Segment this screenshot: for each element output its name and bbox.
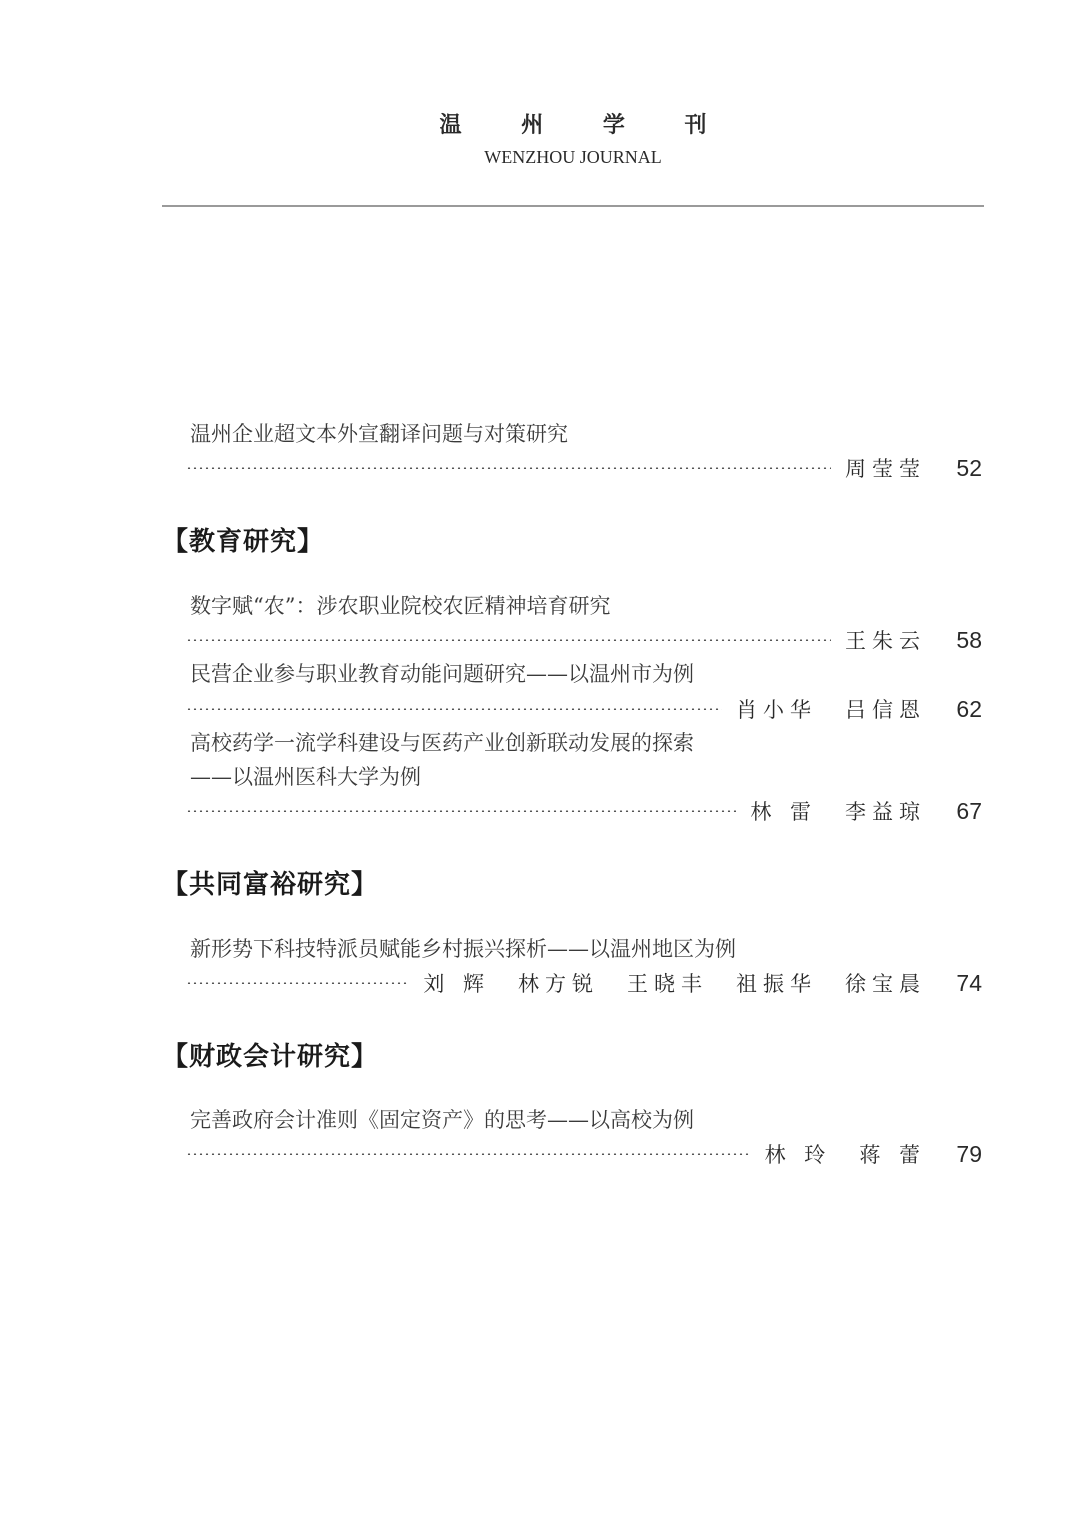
- entry-line: [186, 624, 982, 656]
- entry-line: [186, 452, 982, 484]
- dot-leader: [186, 467, 831, 469]
- entry-title[interactable]: 温州企业超文本外宣翻译问题与对策研究: [190, 422, 568, 446]
- entry-authors: [845, 453, 926, 483]
- author-name: 蒋 蕾: [859, 1143, 926, 1167]
- entry-line: [186, 1138, 982, 1170]
- page-number[interactable]: 58: [956, 626, 982, 653]
- author-name: 周莹莹: [845, 457, 926, 481]
- entry-title[interactable]: 新形势下科技特派员赋能乡村振兴探析——以温州地区为例: [190, 937, 736, 961]
- author-name: 吕信恩: [845, 698, 926, 722]
- author-name: 徐宝晨: [845, 972, 926, 996]
- entry-line: [186, 967, 982, 999]
- entry-authors: [736, 694, 926, 724]
- page-number[interactable]: 74: [956, 969, 982, 996]
- entry-authors: [845, 625, 926, 655]
- author-name: 林方锐: [518, 972, 599, 996]
- author-name: 林 雷: [750, 800, 817, 824]
- entry-authors: [765, 1139, 926, 1169]
- section-heading-common-prosperity: 【共同富裕研究】: [162, 870, 379, 900]
- dot-leader: [186, 982, 409, 984]
- author-name: 刘 辉: [423, 972, 490, 996]
- entry-line: [186, 693, 982, 725]
- journal-subtitle: WENZHOU JOURNAL: [484, 147, 662, 167]
- dot-leader: [186, 708, 722, 710]
- author-name: 王朱云: [845, 629, 926, 653]
- author-name: 林 玲: [764, 1143, 832, 1167]
- author-name: 王晓丰: [627, 972, 708, 996]
- dot-leader: [186, 1153, 751, 1155]
- dot-leader: [186, 810, 736, 812]
- section-heading-education: 【教育研究】: [162, 527, 325, 557]
- entry-title[interactable]: 完善政府会计准则《固定资产》的思考——以高校为例: [190, 1108, 694, 1132]
- author-name: 李益琼: [845, 800, 926, 824]
- section-heading-finance-accounting: 【财政会计研究】: [162, 1042, 379, 1072]
- page-number[interactable]: 67: [956, 797, 982, 824]
- entry-line: [186, 795, 982, 827]
- dot-leader: [186, 639, 831, 641]
- entry-title[interactable]: 高校药学一流学科建设与医药产业创新联动发展的探索: [190, 731, 694, 755]
- page-number[interactable]: 52: [956, 454, 982, 481]
- entry-title-continuation[interactable]: ——以温州医科大学为例: [190, 765, 421, 789]
- page-number[interactable]: 79: [956, 1140, 982, 1167]
- author-name: 肖小华: [736, 698, 817, 722]
- page-number[interactable]: 62: [956, 695, 982, 722]
- entry-authors: [423, 968, 926, 998]
- author-name: 祖振华: [736, 972, 817, 996]
- entry-title[interactable]: 数字赋“农”：涉农职业院校农匠精神培育研究: [190, 594, 611, 618]
- entry-authors: [750, 796, 926, 826]
- entry-title[interactable]: 民营企业参与职业教育动能问题研究——以温州市为例: [190, 662, 694, 686]
- journal-title: 温 州 学 刊: [439, 112, 733, 138]
